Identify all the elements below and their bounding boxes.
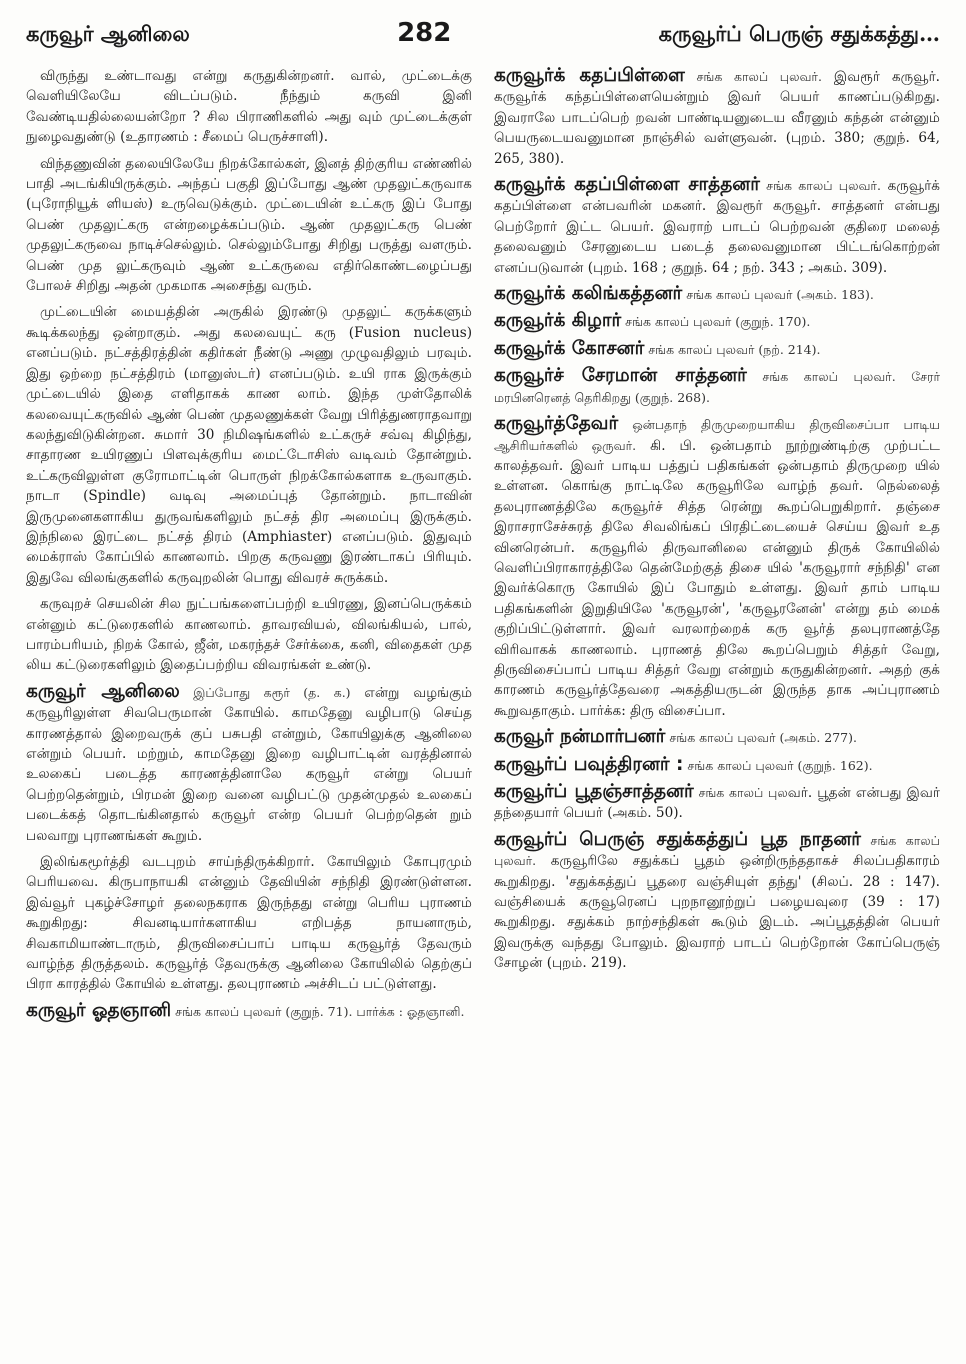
entry-subtitle: சங்க காலப் புலவர் (அகம். 183). (682, 287, 874, 303)
entry-subtitle: சங்க காலப் புலவர். சேரர் மரபினரெனத் தெரிகிறது (குறுந். 268). (494, 369, 940, 405)
entry-headword: கருவூர்க் கலிங்கத்தனர் (494, 283, 683, 305)
entry-headword: கருவூர்க் கதப்பிள்ளை (494, 66, 685, 86)
entry-subtitle: சங்க காலப் புலவர் (நற். 214). (644, 341, 821, 357)
running-head-right: கருவூர்ப் பெருஞ் சதுக்கத்து… (658, 21, 940, 46)
entry-body: என்று வழங்கும் கருவூரிலுள்ள சிவபெருமான் கோயில். காமதேனு வழிபாடு செய்த காரணத்தால் இறைவருக் குப் பசுபதி என்றும், கோயிலுக்கு ஆனிலை என்றும் பெயர். மற்றும், காமதேனு இறை வழிபாட்டின் வரத்தினால் உலகைப் படைத்த காரணத்தினாலே கருவூர் என்று பெயர் பெற்றதென்றும், பிரமன் இறை வனை வழிபட்டு முதன்முதல் உலகைப் படைக்கத் தொடங்கினதால் கருவூர் என்ற பெயர் பெற்றதென் றும் பலவாறு புராணங்கள் கூறும். (26, 684, 472, 844)
two-column-body (26, 66, 940, 1028)
dictionary-entry (26, 682, 472, 846)
dictionary-entry (494, 830, 940, 974)
entry-headword: கருவூர் ஆனிலை (26, 680, 180, 702)
entry-subtitle: சங்க காலப் புலவர் (குறுந். 71). பார்க்க : ஓதஞானி. (171, 1003, 465, 1019)
body-paragraph: விருந்து உண்டாவது என்று கருதுகின்றனர். வால், முட்டைக்கு வெளியிலேயே விடப்படும். நீந்தும் கருவி இனி வேண்டியதில்லையன்றோ ? சில பிராணிகளில் அது வும் முட்டைக்குள் நுழைவதுண்டு (உதாரணம் : சீமைப் பெருச்சாளி). (26, 68, 472, 146)
entry-headword: கருவூர்ப் பெருஞ் சதுக்கத்துப் பூத நாதனர் (494, 828, 861, 850)
right-column (494, 66, 940, 1028)
dictionary-entry (494, 175, 940, 278)
body-paragraph: முட்டையின் மையத்தின் அருகில் இரண்டு முதலுட் கருக்களும் கூடிக்கலந்து ஒன்றாகும். அது கலவையுட் கரு (Fusion nucleus) எனப்படும். நட்சத்திரத்தின் கதிர்கள் நீண்டு அணு முழுவதிலும் பரவும். இது ஒற்றை நட்சத்திரம் (மானுஸ்டர்) எனப்படும். உயி ராக இருக்கும் முட்டையில் இதை எளிதாகக் காண லாம். இந்த முள்தோலிக் கலவையுட்கருவில் ஆண் பெண் முதலணுக்கள் வேறு பிரித்துணராதவாறு கலந்துவிடுகின்றன. சுமார் 30 நிமிஷங்களில் உட்கருச் சவ்வு கிழிந்து, சாதாரண உயிரணுப் பிளவுக்குரிய மைட்டோசிஸ் வடிவம் தோன்றும். உட்கருவிலுள்ள குரோமாட்டின் பொருள் நிறக்கோல்களாக உருவாகும். நாடா (Spindle) வடிவு அமைப்புத் தோன்றும். நாடாவின் இருமுனைகளாகிய துருவங்களிலும் நட்சத் திர அமைப்பு இருக்கும். இந்நிலை இரட்டை நட்சத் திரம் (Amphiaster) எனப்படும். இதுவும் மைக்ராஸ் கோப்பில் காணலாம். பிறகு கருவணு இரண்டாகப் பிரியும். இதுவே விலங்குகளில் கருவுறலின் பொது விவரச் சுருக்கம். (26, 304, 472, 586)
running-head-left: கருவூர் ஆனிலை (26, 21, 190, 46)
entry-subtitle: சங்க காலப் புலவர். (684, 69, 822, 84)
entry-subtitle: சங்க காலப் புலவர் (குறுந். 162). (683, 757, 873, 773)
body-paragraph: விந்தணுவின் தலையிலேயே நிறக்கோல்கள், இனத் திற்குரிய எண்ணில் பாதி அடங்கியிருக்கும். அந்தப் பகுதி இப்போது ஆண் முதலுட்கருவாக (புரோநியூக் ளியஸ்) உருவெடுக்கும். முட்டையின் உட்கரு இப் போது பெண் முதலுட்கரு என்றழைக்கப்படும். ஆண் முதலுட்கரு பெண் முதலுட்கருவை நாடிச்செல்லும். செல்லும்போது சிறிது பருத்து வளரும். பெண் முத லுட்கருவும் ஆண் உட்கருவை எதிர்கொண்டழைப்பது போலச் சிறிது அதன் முகமாக அசைந்து வரும். (26, 155, 472, 295)
dictionary-entry (494, 339, 940, 360)
page-header (26, 18, 940, 60)
entry-subtitle: இப்போது கரூர் (த. க.) (179, 684, 351, 700)
dictionary-entry (494, 727, 940, 748)
left-column (26, 66, 472, 1028)
entry-body: கருவூர்க் கதப்பிள்ளை என்பவரின் மகனர். இவரூர் கருவூர். சாத்தனர் என்பது பெற்றோர் இட்ட பெயர். இவராற் பாடப் பெற்றவன் குதிரை மலைத் தலைவனும் சேரனுடைய படைத் தலைவனுமான பிட்டங்கொற்றன் எனப்படுவான் (புறம். 168 ; குறுந். 64 ; நற். 343 ; அகம். 309). (494, 178, 940, 276)
entry-headword: கருவூர்ப் பூதஞ்சாத்தனர் (494, 781, 694, 802)
entry-headword: கருவூர்த்தேவர் (494, 413, 619, 435)
dictionary-entry (494, 66, 940, 169)
dictionary-entry (494, 414, 940, 721)
dictionary-entry (494, 755, 940, 776)
entry-body: வர். பூதன் என்பது இவர் தந்தையார் பெயர் (அகம். 50). (494, 785, 940, 822)
entry-headword: கருவூர் நன்மார்பனர் (494, 726, 666, 748)
entry-headword: கருவூர் ஓதஞானி (26, 999, 172, 1021)
entry-headword: கருவூர்ச் சேரமான் சாத்தனர் (494, 365, 747, 387)
page-number: 282 (397, 18, 452, 48)
entry-body: இவரூர் கருவூர். கருவூர்க் கந்தப்பிள்ளையென்றும் இவர் பெயர் காணப்படுகிறது. இவராலே பாடப்பெற் றவன் பாண்டியனுடைய வீரனும் கந்தன் என்னும் பெயருடையவனுமான நாஞ்சில் வள்ளுவன். (புறம். 380; குறுந். 64, 265, 380). (494, 69, 940, 167)
entry-subtitle: சங்க காலப் புலவர். (494, 832, 940, 869)
entry-headword: கருவூர்க் கோசனர் (494, 337, 645, 359)
entry-subtitle: சங்க காலப் புலவர். (759, 178, 881, 194)
entry-headword: கருவூர்க் கிழார் (494, 310, 622, 332)
entry-body: கருவூரிலே சதுக்கப் பூதம் ஒன்றிருந்ததாகச் சிலப்பதிகாரம் கூறுகிறது. 'சதுக்கத்துப் பூதரை வஞ்சியுள் தந்து' (சிலப். 28 : 147). வஞ்சியைக் கருவூரெனப் புறநானூற்றுப் பழையவுரை (39 : 17) கூறுகிறது. சதுக்கம் நாற்சந்திகள் கூடும் இடம். அப்பூதத்தின் பெயர் இவருக்கு வந்தது போலும். இவராற் பாடப் பெற்றோன் கோப்பெருஞ் சோழன் (புறம். 219). (494, 853, 940, 972)
dictionary-entry (494, 311, 940, 332)
entry-headword: கருவூர்க் கதப்பிள்ளை சாத்தனர் (494, 174, 760, 196)
dictionary-entry (494, 782, 940, 824)
body-paragraph: கருவுறச் செயலின் சில நுட்பங்களைப்பற்றி உயிரணு, இனப்பெருக்கம் என்னும் கட்டுரைகளில் காணலாம். தாவரவியல், விலங்கியல், பால், பாரம்பரியம், நிறக் கோல், ஜீன், மகரந்தச் சேர்க்கை, கனி, விதைகள் முத லிய கட்டுரைகளிலும் இதைப்பற்றிய விவரங்கள் உண்டு. (26, 596, 472, 674)
body-paragraph: இலிங்கமூர்த்தி வடபுறம் சாய்ந்திருக்கிறார். கோயிலும் கோபுரமும் பெரியவை. கிருபாநாயகி என்னும் தேவியின் சந்நிதி இரண்டுள்ளன. இவ்வூர் புகழ்ச்சோழர் தலைநகராக இருந்தது என்று பெரிய புராணம் கூறுகிறது: சிவனடியார்களாகிய எறிபத்த நாயனாரும், சிவகாமியாண்டாரும், திருவிசைப்பாப் பாடிய கருவூர்த் தேவரும் வாழ்ந்த திருத்தலம். கருவூர்த் தேவருக்கு ஆனிலை கோயிலில் தெற்குப் பிரா காரத்தில் கோயில் உள்ளது. தலபுராணம் அச்சிடப் பட்டுள்ளது. (26, 854, 472, 993)
entry-body: கி. பி. ஒன்பதாம் நூற்றுண்டிற்கு முற்பட்ட காலத்தவர். இவர் பாடிய பத்துப் பதிகங்கள் ஒன்பதாம் திருமுறை யில் உள்ளன. கொங்கு நாட்டிலே கருவூரிலே வாழ்ந் தவர். நெல்லைத் தலபுராணத்திலே கருவூர்ச் சித்த ரென்று கூறப்பெறுகிறார். தஞ்சை இராசராசேச்சுரத் திலே சிவலிங்கப் பிரதிட்டையைச் செய்ய இவர் உத வினரென்பர். கருவூரில் திருவானிலை என்னும் திருக் கோயிலில் வெளிப்பிராகாரத்திலே தென்மேற்குத் திசை யில் 'கருவூரார் சந்நிதி' என இவர்க்கொரு கோயில் இப் போதும் உள்ளது. இவர் தாம் பாடிய பதிகங்களின் இறுதியிலே 'கருவூரன்', 'கருவூரனேன்' என்று தம் மைக் குறிப்பிட்டுள்ளார். இவர் வரலாற்றைக் கரு வூர்த் தலபுராணத்தே விரிவாகக் காணலாம். புராணத் திலே கூறப்பெறும் சித்தர் வேறு, திருவிசைப்பாப் பாடிய சித்தர் வேறு என்றும் கருதுகின்றனர். அதற் குக் காரணம் கருவூர்த்தேவரை அகத்தியருடன் இருந்த தாக அப்புராணம் கூறுவதாகும். பார்க்க: திரு விசைப்பா. (494, 437, 940, 719)
entry-subtitle: சங்க காலப் புல (693, 785, 788, 800)
dictionary-entry (494, 284, 940, 305)
entry-subtitle: ஒன்பதாந் திருமுறையாகிய திருவிசைப்பா பாடிய ஆசிரியர்களில் ஒருவர். (494, 417, 940, 453)
dictionary-entry (494, 366, 940, 408)
entry-headword: கருவூர்ப் பவுத்திரனர் : (494, 753, 684, 775)
entry-subtitle: சங்க காலப் புலவர் (குறுந். 170). (621, 314, 811, 330)
dictionary-entry (26, 1001, 472, 1022)
entry-subtitle: சங்க காலப் புலவர் (அகம். 277). (665, 730, 857, 746)
